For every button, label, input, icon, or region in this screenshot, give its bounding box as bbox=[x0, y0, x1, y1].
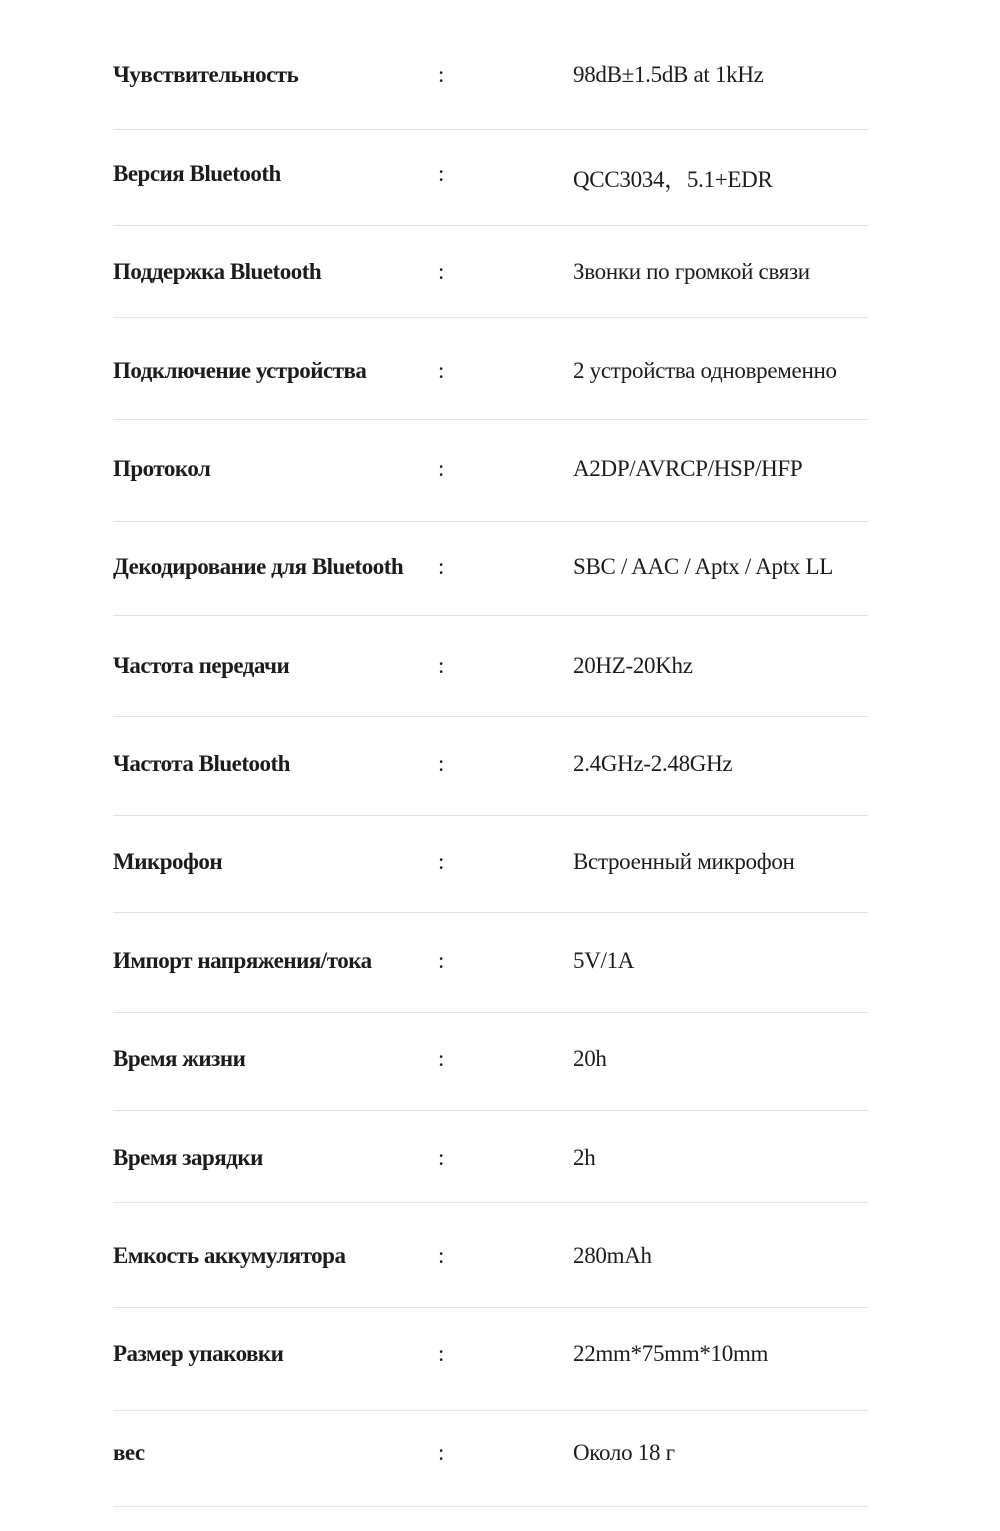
spec-value: 280mAh bbox=[573, 1243, 652, 1268]
spec-value: 22mm*75mm*10mm bbox=[573, 1341, 769, 1366]
spec-label: Емкость аккумулятора bbox=[113, 1243, 346, 1268]
spec-value: 20HZ-20Khz bbox=[573, 653, 693, 678]
spec-label: Время жизни bbox=[113, 1046, 246, 1071]
spec-label: Версия Bluetooth bbox=[113, 161, 281, 186]
row-divider bbox=[113, 1012, 868, 1013]
spec-separator: : bbox=[438, 751, 445, 776]
spec-separator: : bbox=[438, 161, 445, 186]
spec-label: Подключение устройства bbox=[113, 358, 367, 383]
spec-separator: : bbox=[438, 653, 445, 678]
spec-value: 98dB±1.5dB at 1kHz bbox=[573, 62, 764, 87]
row-divider bbox=[113, 716, 868, 717]
row-divider bbox=[113, 225, 868, 226]
row-divider bbox=[113, 1307, 868, 1308]
spec-label: Частота Bluetooth bbox=[113, 751, 290, 776]
spec-label: Микрофон bbox=[113, 849, 223, 874]
row-divider bbox=[113, 815, 868, 816]
spec-label: Декодирование для Bluetooth bbox=[113, 554, 404, 579]
spec-label: вес bbox=[113, 1440, 145, 1465]
spec-label: Протокол bbox=[113, 456, 211, 481]
spec-separator: : bbox=[438, 1046, 445, 1071]
spec-separator: : bbox=[438, 1145, 445, 1170]
spec-value: 5V/1A bbox=[573, 948, 635, 973]
spec-label: Поддержка Bluetooth bbox=[113, 259, 322, 284]
spec-separator: : bbox=[438, 62, 445, 87]
row-divider bbox=[113, 1410, 868, 1411]
spec-value: QCC3034，5.1+EDR bbox=[573, 167, 773, 192]
row-divider bbox=[113, 521, 868, 522]
spec-separator: : bbox=[438, 1341, 445, 1366]
spec-value: 2 устройства одновременно bbox=[573, 358, 837, 383]
spec-value: 2.4GHz-2.48GHz bbox=[573, 751, 733, 776]
row-divider bbox=[113, 129, 868, 130]
spec-separator: : bbox=[438, 456, 445, 481]
spec-value: 20h bbox=[573, 1046, 607, 1071]
spec-separator: : bbox=[438, 259, 445, 284]
row-divider bbox=[113, 615, 868, 616]
row-divider bbox=[113, 1506, 868, 1507]
spec-label: Импорт напряжения/тока bbox=[113, 948, 372, 973]
spec-value: Около 18 г bbox=[573, 1440, 675, 1465]
spec-value: A2DP/AVRCP/HSP/HFP bbox=[573, 456, 803, 481]
spec-value: Звонки по громкой связи bbox=[573, 259, 810, 284]
spec-value: Встроенный микрофон bbox=[573, 849, 795, 874]
row-divider bbox=[113, 1202, 868, 1203]
row-divider bbox=[113, 912, 868, 913]
spec-separator: : bbox=[438, 358, 445, 383]
spec-separator: : bbox=[438, 554, 445, 579]
spec-label: Размер упаковки bbox=[113, 1341, 284, 1366]
spec-value: SBC / AAC / Aptx / Aptx LL bbox=[573, 554, 833, 579]
spec-label: Частота передачи bbox=[113, 653, 290, 678]
spec-separator: : bbox=[438, 849, 445, 874]
row-divider bbox=[113, 419, 868, 420]
spec-value: 2h bbox=[573, 1145, 596, 1170]
spec-label: Время зарядки bbox=[113, 1145, 263, 1170]
spec-separator: : bbox=[438, 948, 445, 973]
spec-label: Чувствительность bbox=[113, 62, 299, 87]
row-divider bbox=[113, 317, 868, 318]
row-divider bbox=[113, 1110, 868, 1111]
spec-separator: : bbox=[438, 1243, 445, 1268]
spec-separator: : bbox=[438, 1440, 445, 1465]
